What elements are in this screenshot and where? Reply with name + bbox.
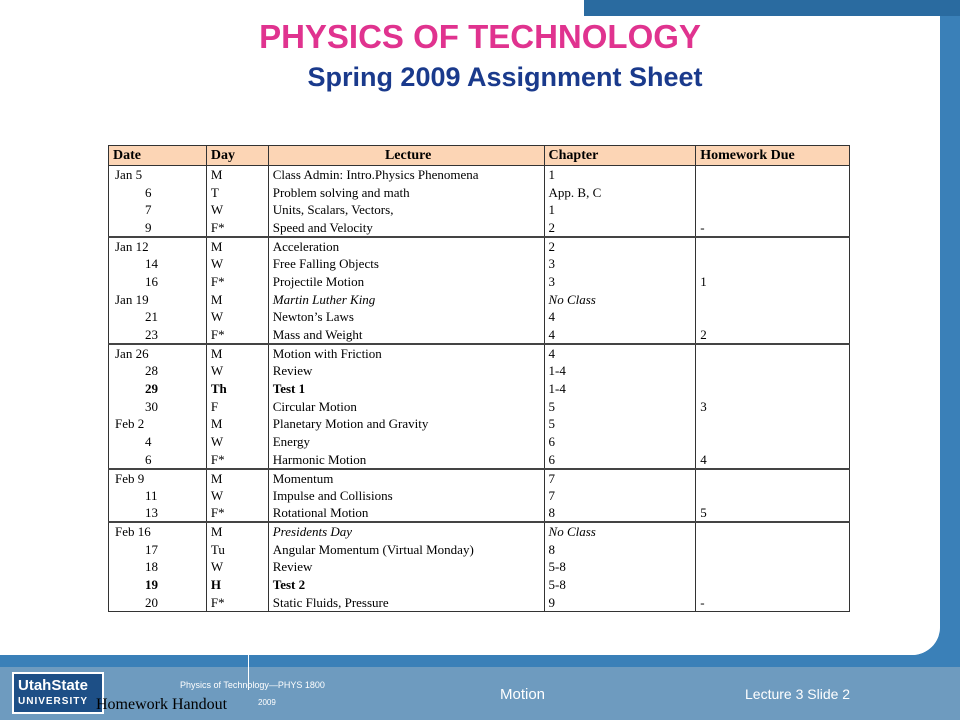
cell-homework bbox=[696, 183, 850, 201]
course-term: 2009 bbox=[258, 698, 276, 707]
cell-chapter: 4 bbox=[544, 326, 696, 344]
cell-homework bbox=[696, 522, 850, 540]
header-date: Date bbox=[109, 146, 207, 166]
cell-lecture: Free Falling Objects bbox=[268, 255, 544, 273]
header-lecture: Lecture bbox=[268, 146, 544, 166]
cell-chapter: 4 bbox=[544, 344, 696, 362]
table-row bbox=[109, 576, 850, 594]
cell-lecture: Projectile Motion bbox=[268, 273, 544, 291]
cell-chapter: 2 bbox=[544, 237, 696, 255]
subtitle-cursor-mark bbox=[240, 66, 248, 92]
cell-homework: - bbox=[696, 219, 850, 237]
table-row bbox=[109, 397, 850, 415]
cell-day: W bbox=[206, 487, 268, 505]
cell-homework bbox=[696, 540, 850, 558]
table-row bbox=[109, 183, 850, 201]
cell-day: W bbox=[206, 255, 268, 273]
lecture-slide-number: Lecture 3 Slide 2 bbox=[745, 686, 851, 702]
cell-homework bbox=[696, 308, 850, 326]
cell-day: M bbox=[206, 344, 268, 362]
cell-homework bbox=[696, 380, 850, 398]
cell-chapter: No Class bbox=[544, 522, 696, 540]
table-row bbox=[109, 308, 850, 326]
cell-homework bbox=[696, 255, 850, 273]
cell-date: 4 bbox=[109, 433, 207, 451]
cell-day: M bbox=[206, 522, 268, 540]
cell-lecture: Momentum bbox=[268, 469, 544, 487]
cell-lecture: Harmonic Motion bbox=[268, 451, 544, 469]
cell-chapter: 5-8 bbox=[544, 576, 696, 594]
cell-homework bbox=[696, 166, 850, 184]
cell-lecture: Review bbox=[268, 558, 544, 576]
cell-lecture: Static Fluids, Pressure bbox=[268, 594, 544, 612]
table-row bbox=[109, 290, 850, 308]
cell-date: 11 bbox=[109, 487, 207, 505]
cell-chapter: 6 bbox=[544, 433, 696, 451]
header-homework-due: Homework Due bbox=[696, 146, 850, 166]
slide-title: PHYSICS OF TECHNOLOGY bbox=[259, 18, 701, 55]
cell-day: F* bbox=[206, 219, 268, 237]
cell-day: F* bbox=[206, 594, 268, 612]
cell-chapter: 5 bbox=[544, 415, 696, 433]
cell-date: 14 bbox=[109, 255, 207, 273]
cell-date: 17 bbox=[109, 540, 207, 558]
cell-day: H bbox=[206, 576, 268, 594]
cell-chapter: 7 bbox=[544, 487, 696, 505]
cell-date: 13 bbox=[109, 504, 207, 522]
cell-lecture: Problem solving and math bbox=[268, 183, 544, 201]
table-row bbox=[109, 522, 850, 540]
table-row bbox=[109, 255, 850, 273]
cell-chapter: 3 bbox=[544, 273, 696, 291]
cell-chapter: 6 bbox=[544, 451, 696, 469]
cell-day: M bbox=[206, 166, 268, 184]
cell-lecture: Rotational Motion bbox=[268, 504, 544, 522]
cell-chapter: 2 bbox=[544, 219, 696, 237]
cell-chapter: 5 bbox=[544, 397, 696, 415]
cell-date: 20 bbox=[109, 594, 207, 612]
cell-homework bbox=[696, 487, 850, 505]
course-name: Physics of Technology—PHYS 1800 bbox=[180, 680, 325, 690]
cell-chapter: 7 bbox=[544, 469, 696, 487]
cell-day: F* bbox=[206, 504, 268, 522]
cell-date: Feb 9 bbox=[109, 469, 207, 487]
table-row bbox=[109, 433, 850, 451]
cell-chapter: 1 bbox=[544, 166, 696, 184]
table-row bbox=[109, 166, 850, 184]
logo-text-bottom: UNIVERSITY bbox=[18, 696, 89, 707]
cell-homework bbox=[696, 576, 850, 594]
cell-lecture: Newton’s Laws bbox=[268, 308, 544, 326]
cell-day: M bbox=[206, 237, 268, 255]
cell-chapter: App. B, C bbox=[544, 183, 696, 201]
logo-text-top: UtahState bbox=[18, 677, 89, 694]
cell-chapter: 5-8 bbox=[544, 558, 696, 576]
table-header-row bbox=[109, 146, 850, 166]
cell-date: 16 bbox=[109, 273, 207, 291]
cell-homework bbox=[696, 362, 850, 380]
assignment-table bbox=[108, 145, 850, 612]
cell-day: T bbox=[206, 183, 268, 201]
cell-lecture: Circular Motion bbox=[268, 397, 544, 415]
cell-homework bbox=[696, 290, 850, 308]
university-logo bbox=[12, 672, 104, 714]
header-day: Day bbox=[206, 146, 268, 166]
cell-day: F* bbox=[206, 451, 268, 469]
cell-lecture: Martin Luther King bbox=[268, 290, 544, 308]
cell-date: 9 bbox=[109, 219, 207, 237]
cell-lecture: Motion with Friction bbox=[268, 344, 544, 362]
cell-day: W bbox=[206, 201, 268, 219]
cell-day: M bbox=[206, 469, 268, 487]
cell-chapter: 8 bbox=[544, 504, 696, 522]
cell-date: 28 bbox=[109, 362, 207, 380]
table-row bbox=[109, 326, 850, 344]
cell-date: 29 bbox=[109, 380, 207, 398]
cell-lecture: Test 1 bbox=[268, 380, 544, 398]
cell-homework: 5 bbox=[696, 504, 850, 522]
handout-label: Homework Handout bbox=[96, 696, 228, 713]
table-row bbox=[109, 594, 850, 612]
cell-chapter: 4 bbox=[544, 308, 696, 326]
cell-lecture: Presidents Day bbox=[268, 522, 544, 540]
cell-day: W bbox=[206, 308, 268, 326]
cell-day: M bbox=[206, 290, 268, 308]
cell-lecture: Energy bbox=[268, 433, 544, 451]
slide-subtitle: Spring 2009 Assignment Sheet bbox=[307, 62, 703, 92]
cell-lecture: Units, Scalars, Vectors, bbox=[268, 201, 544, 219]
cell-date: 19 bbox=[109, 576, 207, 594]
cell-date: 21 bbox=[109, 308, 207, 326]
cell-day: W bbox=[206, 558, 268, 576]
cell-homework: - bbox=[696, 594, 850, 612]
cell-chapter: 1-4 bbox=[544, 362, 696, 380]
table-body bbox=[109, 166, 850, 612]
cell-chapter: 1-4 bbox=[544, 380, 696, 398]
cell-day: Tu bbox=[206, 540, 268, 558]
cell-homework bbox=[696, 237, 850, 255]
cell-homework bbox=[696, 415, 850, 433]
table-row bbox=[109, 415, 850, 433]
cell-day: W bbox=[206, 433, 268, 451]
cell-lecture: Test 2 bbox=[268, 576, 544, 594]
cell-day: F bbox=[206, 397, 268, 415]
cell-lecture: Mass and Weight bbox=[268, 326, 544, 344]
table-row bbox=[109, 558, 850, 576]
cell-date: Jan 26 bbox=[109, 344, 207, 362]
cell-homework bbox=[696, 201, 850, 219]
cell-chapter: 3 bbox=[544, 255, 696, 273]
table-row bbox=[109, 469, 850, 487]
cell-homework: 2 bbox=[696, 326, 850, 344]
cell-lecture: Impulse and Collisions bbox=[268, 487, 544, 505]
cell-day: F* bbox=[206, 326, 268, 344]
cell-date: Feb 2 bbox=[109, 415, 207, 433]
cell-date: 30 bbox=[109, 397, 207, 415]
table-row bbox=[109, 451, 850, 469]
table-row bbox=[109, 380, 850, 398]
cell-lecture: Planetary Motion and Gravity bbox=[268, 415, 544, 433]
cell-homework: 4 bbox=[696, 451, 850, 469]
cell-lecture: Speed and Velocity bbox=[268, 219, 544, 237]
table-row bbox=[109, 273, 850, 291]
cell-lecture: Angular Momentum (Virtual Monday) bbox=[268, 540, 544, 558]
top-accent-bar bbox=[584, 0, 960, 16]
cell-homework: 1 bbox=[696, 273, 850, 291]
table-row bbox=[109, 504, 850, 522]
lecture-topic: Motion bbox=[500, 686, 546, 703]
table-row bbox=[109, 201, 850, 219]
table-row bbox=[109, 540, 850, 558]
cell-chapter: 1 bbox=[544, 201, 696, 219]
assignment-table-container bbox=[108, 145, 850, 612]
cell-chapter: 9 bbox=[544, 594, 696, 612]
cell-lecture: Acceleration bbox=[268, 237, 544, 255]
cell-homework: 3 bbox=[696, 397, 850, 415]
cell-day: F* bbox=[206, 273, 268, 291]
cell-lecture: Review bbox=[268, 362, 544, 380]
cell-day: M bbox=[206, 415, 268, 433]
cell-date: 6 bbox=[109, 451, 207, 469]
cell-date: Jan 12 bbox=[109, 237, 207, 255]
cell-homework bbox=[696, 433, 850, 451]
cell-lecture: Class Admin: Intro.Physics Phenomena bbox=[268, 166, 544, 184]
cell-chapter: 8 bbox=[544, 540, 696, 558]
table-row bbox=[109, 487, 850, 505]
cell-chapter: No Class bbox=[544, 290, 696, 308]
cell-date: Jan 19 bbox=[109, 290, 207, 308]
cell-date: Feb 16 bbox=[109, 522, 207, 540]
cell-day: W bbox=[206, 362, 268, 380]
cell-date: Jan 5 bbox=[109, 166, 207, 184]
cell-day: Th bbox=[206, 380, 268, 398]
cell-date: 6 bbox=[109, 183, 207, 201]
header-chapter: Chapter bbox=[544, 146, 696, 166]
cell-homework bbox=[696, 558, 850, 576]
cell-homework bbox=[696, 469, 850, 487]
table-row bbox=[109, 237, 850, 255]
table-row bbox=[109, 219, 850, 237]
cell-date: 18 bbox=[109, 558, 207, 576]
table-row bbox=[109, 344, 850, 362]
cell-date: 23 bbox=[109, 326, 207, 344]
cell-homework bbox=[696, 344, 850, 362]
table-row bbox=[109, 362, 850, 380]
cell-date: 7 bbox=[109, 201, 207, 219]
